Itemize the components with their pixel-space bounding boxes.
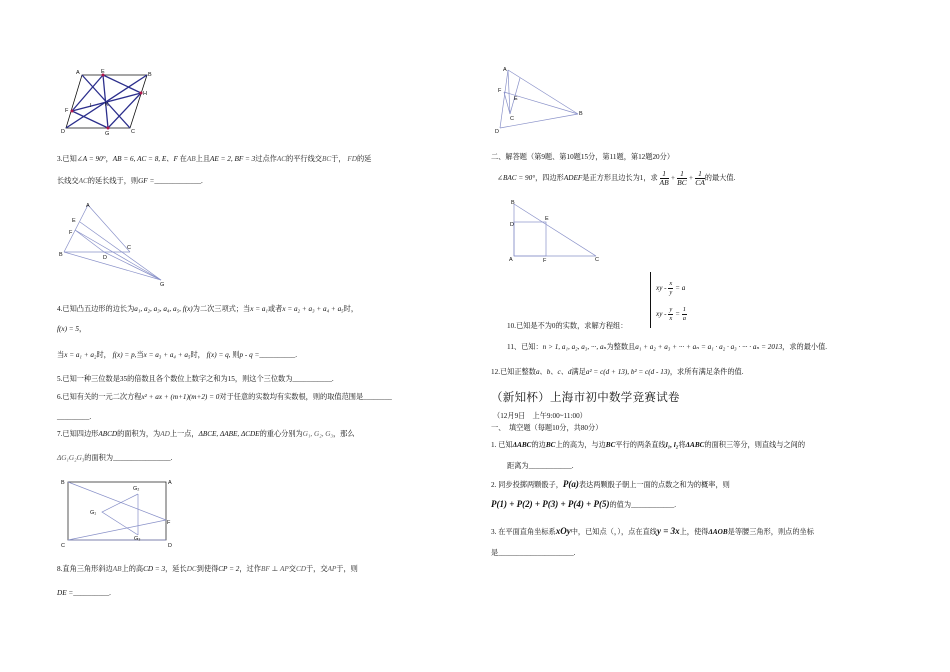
problem-2-line1: 2. 同步投掷两颗骰子，P(a)表达两颗骰子朝上一面的点数之和为的概率，则: [491, 479, 730, 489]
fig3-label-a: A: [168, 480, 172, 486]
question-9: ∠BAC = 90°，四边形ADEF是正方形且边长为1，求 $\frac{1}{AB}$ + $\frac{1}{BC}$ + $\frac{1}{CA}$ 的最大值.: [497, 169, 736, 187]
fig3-label-f: F: [167, 520, 171, 526]
question-5: 5.已知一种三位数是35的倍数且各个数位上数字之和为15，则这个三位数为___________.: [57, 375, 334, 383]
fig3-label-g1: G₁: [90, 510, 97, 516]
fig1-label-k: K: [105, 102, 109, 108]
fig2-label-c: C: [127, 245, 131, 251]
fig2-label-f: F: [69, 230, 73, 236]
question-4-line3: 当x = a₁ + a₂时， f(x) = p,当x = a₃ + a₄ + a₅时， f(x) = q, 则p - q =__________.: [57, 351, 298, 359]
fig5-label-e: E: [545, 216, 549, 222]
question-7-line2: ΔG₁G₂G₃的面积为________________.: [57, 454, 173, 462]
fig3-label-g3: G₃: [134, 536, 141, 542]
fig2-label-g: G: [160, 282, 165, 286]
question-6-line2: _________.: [57, 413, 92, 421]
figure-square-in-triangle: [508, 198, 604, 264]
fig1-label-c: C: [131, 129, 135, 135]
problem-1-line1: 1. 已知ΔABC的边BC上的高为，与边BC平行的两条直线l₁, l₂将ΔABC的面积三等分，则直线与之间的: [491, 441, 806, 449]
fig1-label-h: H: [143, 91, 147, 97]
fig2-label-e: E: [72, 218, 76, 224]
fig1-label-e: E: [101, 69, 105, 75]
fig4-label-e: E: [514, 96, 518, 102]
fig4-label-f: F: [498, 88, 502, 94]
question-4-line1: 4.已知凸五边形的边长为a₁, a₂, a₃, a₄, a₅, f(x)为二次三项式；当x = a₁或者x = a₂ + a₃ + a₄ + a₅时，: [57, 305, 359, 313]
fig2-label-d: D: [103, 255, 107, 261]
problem-1-line2: 距离为____________.: [507, 462, 574, 470]
fig1-label-b: B: [148, 72, 152, 78]
paper-title: （新知杯）上海市初中数学竞赛试卷: [491, 392, 680, 404]
figure-triangle-q8: [490, 64, 586, 136]
problem-2-line2: P(1) + P(2) + P(3) + P(4) + P(5)的值为____________.: [491, 499, 676, 509]
fig4-label-c: C: [510, 116, 514, 122]
fig4-label-a: A: [503, 67, 507, 73]
question-7-line1: 7.已知四边形ABCD的面积为，为AD上一点，ΔBCE, ΔABE, ΔCDE的重心分别为G₁, G₂, G₃，那么: [57, 430, 355, 438]
question-11: 11、已知：n > 1, a₁, a₂, a₃, ···, aₙ为整数且a₁ + a₂ + a₃ + ··· + aₙ = a₁ · a₂ · a₃ · ··· · aₙ = 2013，求的最小值.: [507, 343, 828, 351]
question-3-line2: 长线交AC的延长线于，则GF =_____________.: [57, 177, 203, 185]
fig3-label-g2: G₂: [133, 486, 140, 492]
question-10: 10.已知是不为0的实数，求解方程组：: [507, 322, 628, 330]
question-10-system: xy - $\frac{x}{y}$ = a xy - $\frac{y}{x}$ = $\frac{1}{a}$: [650, 272, 711, 328]
fig1-label-d: D: [61, 129, 65, 135]
question-12: 12.已知正整数a、b、c、d满足a² = c(d + 13), b² = c(d - 13)，求所有满足条件的值.: [491, 368, 744, 376]
fig5-label-f: F: [543, 258, 547, 264]
fig4-label-d: D: [495, 129, 499, 135]
fig1-label-i: I: [90, 103, 92, 109]
fig3-label-d: D: [168, 543, 172, 549]
fig5-label-c: C: [595, 257, 599, 263]
fig2-label-b: B: [59, 252, 63, 258]
section-1-header: 一、 填空题（每题10分，共80分）: [491, 424, 603, 432]
question-8-line1: 8.直角三角形斜边AB上的高CD = 3，延长DC到使得CP = 2，过作BF ⊥ AP交CD于，交AP于，则: [57, 565, 358, 573]
question-8-line2: DE =__________.: [57, 589, 111, 597]
fig1-label-f: F: [65, 108, 69, 114]
question-4-line2: f(x) = 5，: [57, 325, 87, 333]
figure-triangle-q3: [58, 200, 168, 286]
question-3-line1: 3.已知∠A = 90°，AB = 6, AC = 8, E、F 在AB上且AE = 2, BF = 3过点作AC的平行线交BC于， FD的延: [57, 155, 372, 163]
figure-rectangle-centroids: [58, 474, 178, 550]
fig4-label-b: B: [579, 111, 583, 117]
fig5-label-a: A: [509, 257, 513, 263]
fig1-label-a: A: [76, 70, 80, 76]
problem-3-line1: 3. 在平面直角坐标系xOy中，已知点（，），点在直线y = 3x上，使得ΔAOB是等腰三角形，则点的坐标: [491, 526, 814, 536]
fig2-label-a: A: [86, 203, 90, 209]
fig3-label-b: B: [61, 480, 65, 486]
fig5-label-d: D: [510, 222, 514, 228]
fig1-label-g: G: [105, 131, 110, 136]
section-2-header: 二、解答题（第9题、第10题15分，第11题，第12题20分）: [491, 153, 675, 161]
fig5-label-b: B: [511, 200, 515, 206]
fig3-label-c: C: [61, 543, 65, 549]
question-6-line1: 6.已知有关的一元二次方程x² + ax + (m+1)(m+2) = 0对于任意的实数均有实数根，则的取值范围是________: [57, 393, 392, 401]
problem-3-line2: 是_____________________.: [491, 549, 576, 557]
figure-parallelogram: [58, 68, 158, 136]
paper-date: （12月9日 上午9:00~11:00）: [493, 412, 587, 420]
